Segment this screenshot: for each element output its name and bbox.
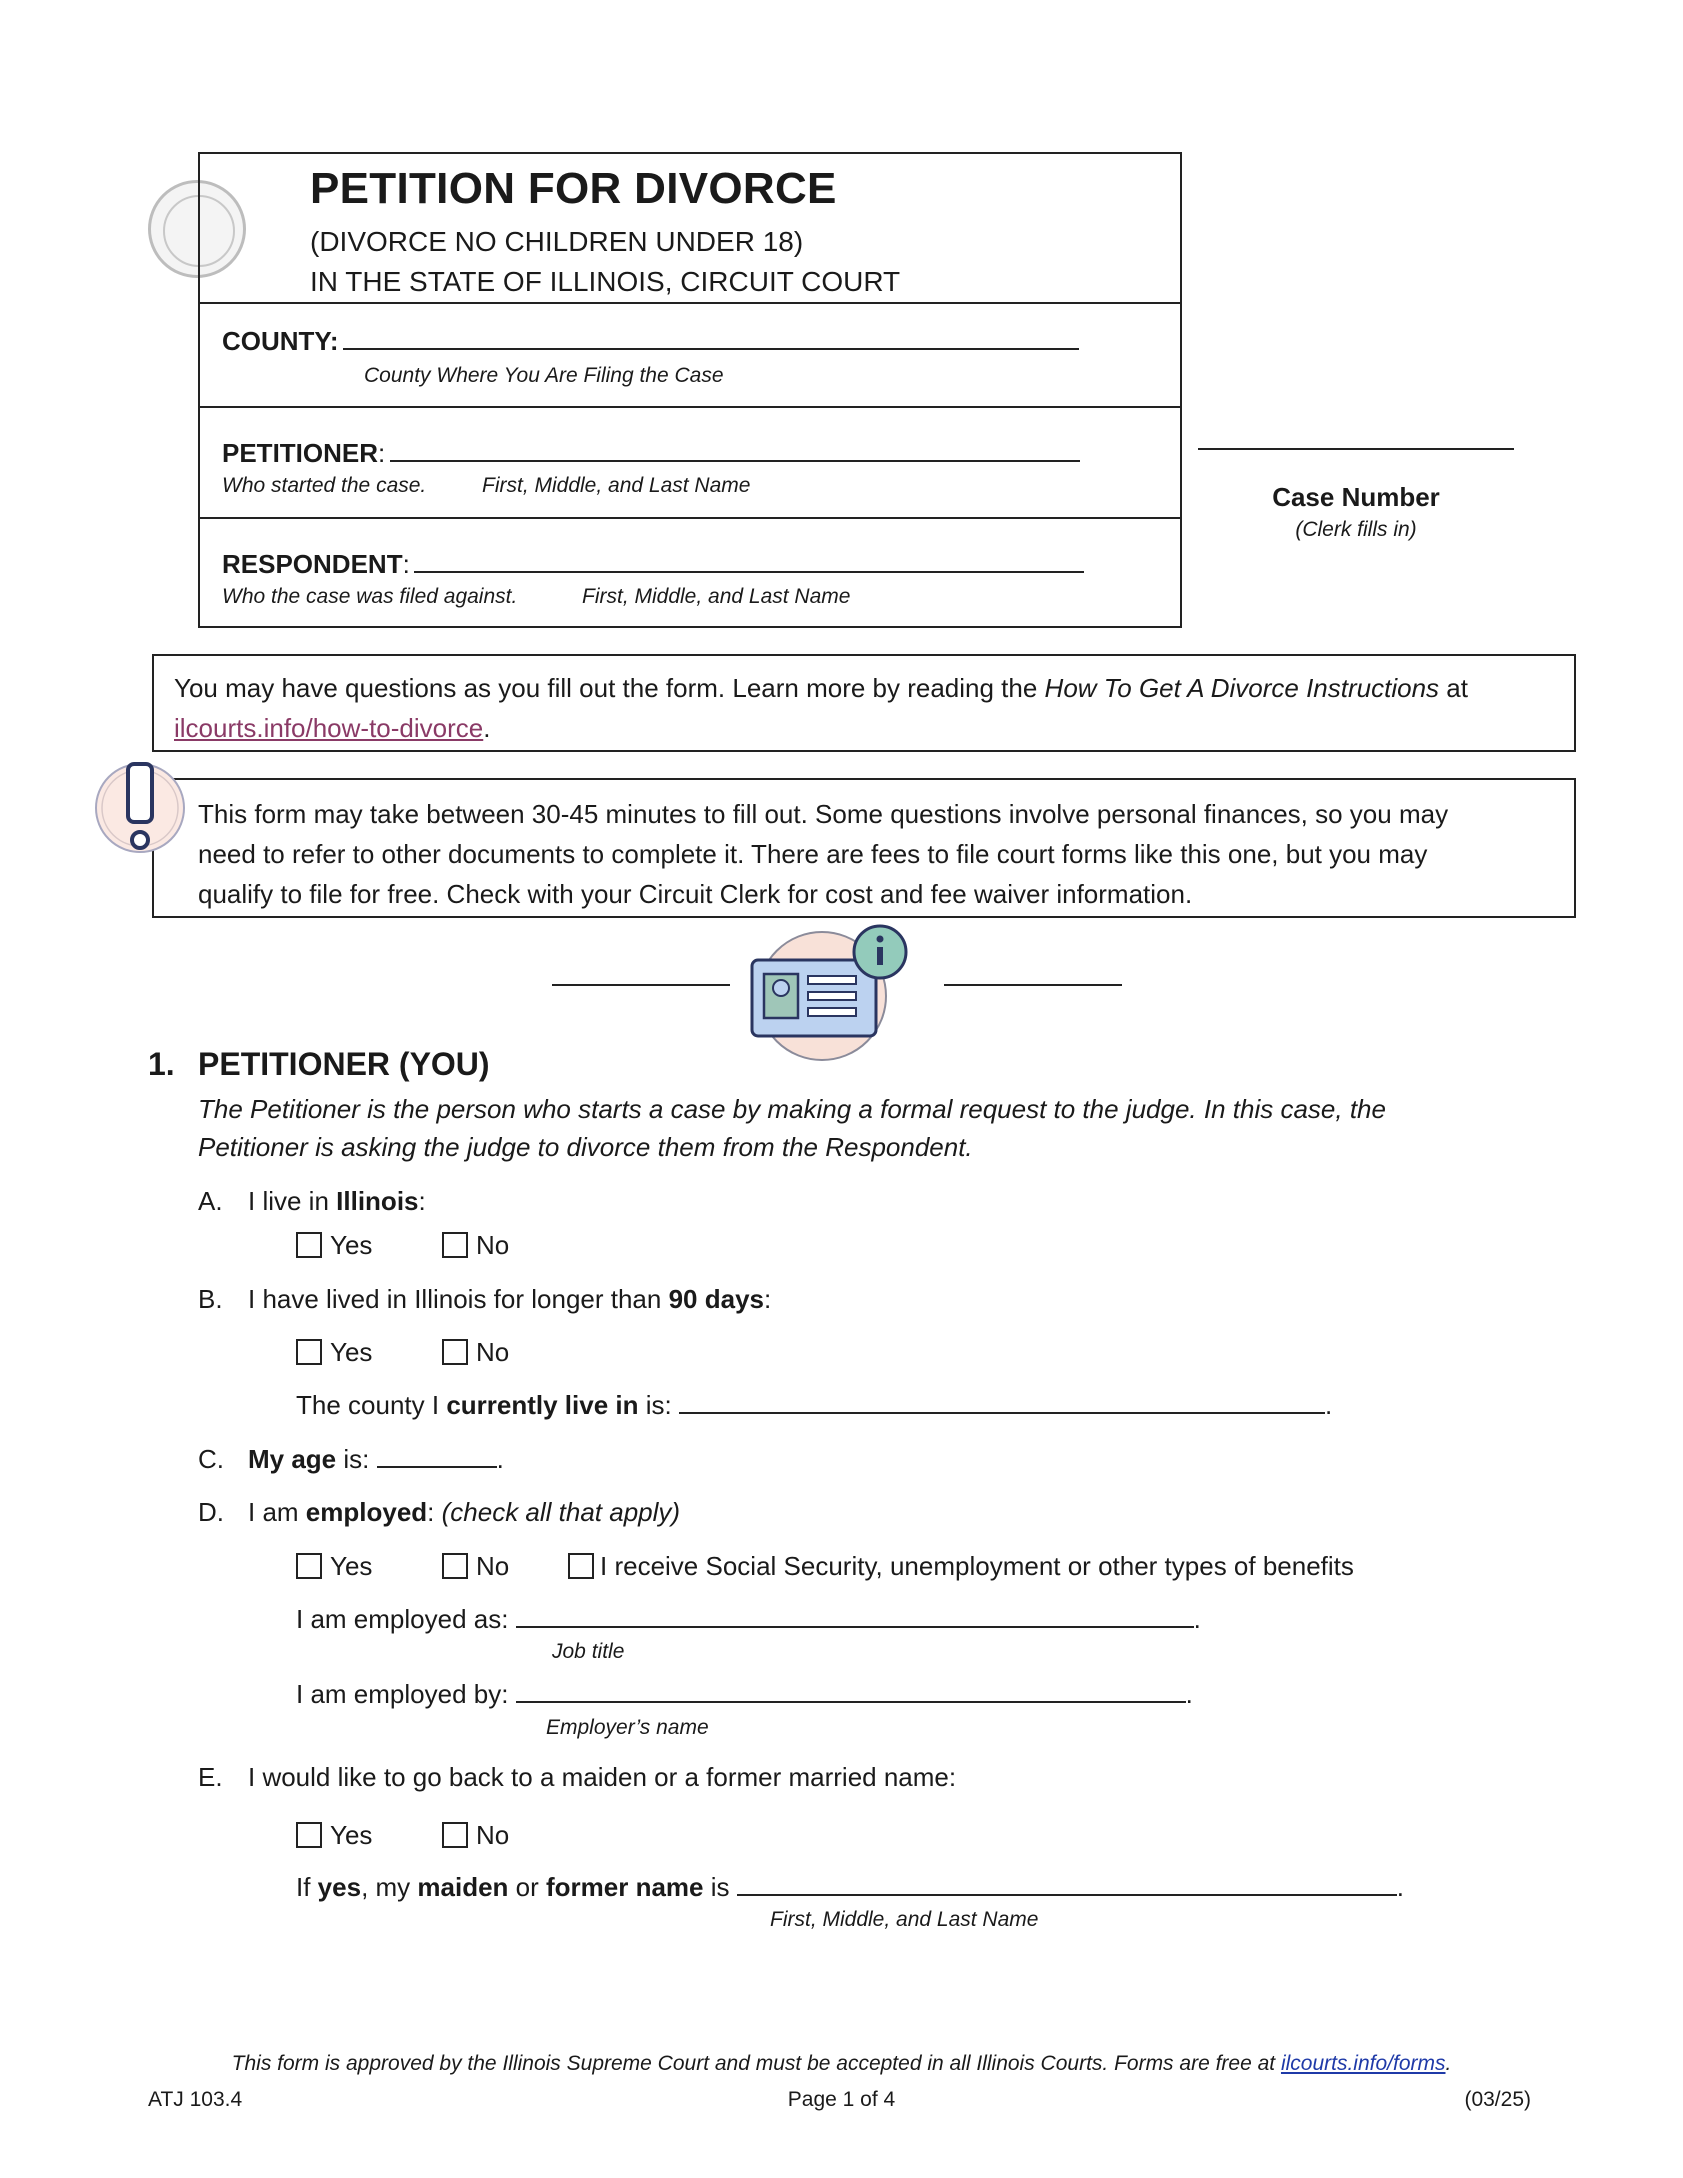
former-name-is: is — [703, 1872, 730, 1902]
checkbox[interactable] — [442, 1822, 468, 1848]
question-d-note: (check all that apply) — [441, 1497, 681, 1527]
form-id: ATJ 103.4 — [148, 2088, 243, 2111]
former-name-maiden: maiden — [417, 1872, 509, 1902]
section-1-intro-2: Petitioner is asking the judge to divorce them from the Respondent. — [198, 1132, 973, 1162]
notice-line-1: This form may take between 30-45 minutes to fill out. Some questions involve personal finances, so you may — [198, 799, 1449, 829]
petitioner-name-field[interactable] — [390, 459, 1080, 462]
id-card-icon — [740, 920, 920, 1070]
employer-name-field[interactable] — [516, 1700, 1186, 1703]
no-label: No — [476, 1551, 510, 1581]
question-e-text: I would like to go back to a maiden or a former married name: — [248, 1762, 957, 1792]
current-county-bold: currently live in — [446, 1390, 639, 1420]
petitioner-hint: Who started the case. — [222, 474, 427, 497]
age-suffix: is: — [336, 1444, 370, 1474]
job-title-hint: Job title — [552, 1640, 625, 1663]
former-name-my: , my — [361, 1872, 418, 1902]
employed-by-label: I am employed by: — [296, 1679, 509, 1709]
yes-label: Yes — [330, 1337, 373, 1367]
question-e-yes[interactable] — [296, 1820, 372, 1851]
question-a-colon: : — [418, 1186, 426, 1216]
case-number-hint: (Clerk fills in) — [1295, 518, 1417, 541]
respondent-row: RESPONDENT: Who the case was filed against. First, Middle, and Last Name — [200, 517, 1180, 628]
question-d-prefix: I am — [248, 1497, 306, 1527]
petitioner-label: PETITIONER — [222, 438, 379, 468]
question-d-text — [248, 1497, 680, 1528]
instructions-text: You may have questions as you fill out the form. Learn more by reading the — [174, 673, 1045, 703]
question-d-colon: : — [427, 1497, 442, 1527]
instructions-box — [152, 654, 1576, 752]
checkbox[interactable] — [296, 1822, 322, 1848]
page-number: Page 1 of 4 — [787, 2088, 896, 2111]
question-d-bold: employed — [305, 1497, 428, 1527]
checkbox[interactable] — [296, 1232, 322, 1258]
former-name-or: or — [508, 1872, 547, 1902]
county-label: COUNTY: — [222, 326, 339, 356]
respondent-hint: Who the case was filed against. — [222, 585, 518, 608]
question-b-prefix: I have lived in Illinois for longer than — [248, 1284, 669, 1314]
question-c-text: My age is: . — [248, 1444, 504, 1474]
employed-as-row: I am employed as: . — [296, 1604, 1201, 1634]
checkbox[interactable] — [442, 1553, 468, 1579]
petitioner-row: PETITIONER: Who started the case. First, Middle, and Last Name — [200, 406, 1180, 517]
court-subtitle: IN THE STATE OF ILLINOIS, CIRCUIT COURT — [310, 266, 901, 297]
age-bold: My age — [248, 1444, 337, 1474]
checkbox[interactable] — [568, 1553, 594, 1579]
job-title-field[interactable] — [516, 1625, 1194, 1628]
employed-as-label: I am employed as: — [296, 1604, 509, 1634]
employed-by-row: I am employed by: . — [296, 1679, 1193, 1709]
county-hint: County Where You Are Filing the Case — [364, 364, 724, 387]
current-county-row: The county I currently live in is: . — [296, 1390, 1333, 1420]
section-1-number: 1. — [148, 1046, 175, 1082]
no-label: No — [476, 1820, 510, 1850]
question-b-text — [248, 1284, 771, 1315]
question-e-no[interactable] — [442, 1820, 509, 1851]
question-d-benefits[interactable] — [568, 1551, 1354, 1582]
exclamation-icon — [90, 760, 186, 860]
respondent-name-hint: First, Middle, and Last Name — [582, 585, 851, 608]
question-a-yes[interactable] — [296, 1230, 372, 1261]
question-d-yes[interactable] — [296, 1551, 372, 1582]
employer-name-hint: Employer’s name — [546, 1716, 709, 1739]
benefits-label: I receive Social Security, unemployment or other types of benefits — [600, 1551, 1354, 1581]
petitioner-name-hint: First, Middle, and Last Name — [482, 474, 751, 497]
question-a-no[interactable] — [442, 1230, 509, 1261]
respondent-name-field[interactable] — [414, 570, 1084, 573]
question-c-letter: C. — [198, 1444, 224, 1474]
former-name-former: former name — [546, 1872, 704, 1902]
former-name-field[interactable] — [737, 1893, 1397, 1896]
former-name-hint: First, Middle, and Last Name — [770, 1908, 1039, 1931]
notice-box — [152, 778, 1576, 918]
divider-left — [552, 984, 730, 986]
form-title: PETITION FOR DIVORCE — [310, 164, 837, 213]
instructions-link[interactable]: ilcourts.info/how-to-divorce — [174, 713, 484, 743]
divider-right — [944, 984, 1122, 986]
approval-notice: This form is approved by the Illinois Supreme Court and must be accepted in all Illinois Courts. Forms are free at ilcourts.info/forms. — [231, 2052, 1452, 2075]
instructions-end: . — [483, 713, 491, 743]
forms-link[interactable]: ilcourts.info/forms — [1280, 2052, 1446, 2075]
respondent-label: RESPONDENT — [222, 549, 403, 579]
current-county-field[interactable] — [679, 1411, 1325, 1414]
approval-text: This form is approved by the Illinois Supreme Court and must be accepted in all Illinois Courts. Forms are free at — [231, 2052, 1281, 2075]
question-a-bold: Illinois — [336, 1186, 419, 1216]
section-1-heading: PETITIONER (YOU) — [198, 1046, 490, 1082]
no-label: No — [476, 1337, 510, 1367]
question-d-letter: D. — [198, 1497, 224, 1527]
checkbox[interactable] — [442, 1232, 468, 1258]
current-county-prefix: The county I — [296, 1390, 447, 1420]
case-number-label: Case Number — [1272, 482, 1440, 512]
form-date: (03/25) — [1464, 2088, 1531, 2111]
notice-line-3: qualify to file for free. Check with your Circuit Clerk for cost and fee waiver information. — [198, 879, 1193, 909]
question-e-letter: E. — [198, 1762, 223, 1792]
checkbox[interactable] — [442, 1339, 468, 1365]
checkbox[interactable] — [296, 1339, 322, 1365]
question-b-letter: B. — [198, 1284, 223, 1314]
current-county-suffix: is: — [638, 1390, 672, 1420]
yes-label: Yes — [330, 1230, 373, 1260]
form-subtitle: (DIVORCE NO CHILDREN UNDER 18) — [310, 226, 804, 257]
question-a-text — [248, 1186, 426, 1217]
former-name-yes: yes — [317, 1872, 362, 1902]
section-1-intro-1: The Petitioner is the person who starts a case by making a formal request to the judge. In this case, the — [198, 1094, 1386, 1124]
checkbox[interactable] — [296, 1553, 322, 1579]
instructions-at: at — [1439, 673, 1468, 703]
former-name-row: If yes, my maiden or former name is . — [296, 1872, 1404, 1902]
question-b-yes[interactable] — [296, 1337, 372, 1368]
question-b-bold: 90 days — [668, 1284, 764, 1314]
age-field[interactable] — [377, 1465, 497, 1468]
question-a-letter: A. — [198, 1186, 223, 1216]
case-number-field[interactable] — [1198, 448, 1514, 450]
instructions-title: How To Get A Divorce Instructions — [1044, 673, 1440, 703]
question-b-no[interactable] — [442, 1337, 509, 1368]
notice-line-2: need to refer to other documents to complete it. There are fees to file court forms like this one, but you may — [198, 839, 1428, 869]
no-label: No — [476, 1230, 510, 1260]
question-b-colon: : — [763, 1284, 772, 1314]
case-header-box — [198, 152, 1182, 628]
yes-label: Yes — [330, 1820, 373, 1850]
yes-label: Yes — [330, 1551, 373, 1581]
former-name-if: If — [296, 1872, 318, 1902]
question-d-no[interactable] — [442, 1551, 509, 1582]
county-row — [200, 302, 1180, 406]
question-a-prefix: I live in — [248, 1186, 337, 1216]
county-field[interactable] — [343, 347, 1079, 350]
